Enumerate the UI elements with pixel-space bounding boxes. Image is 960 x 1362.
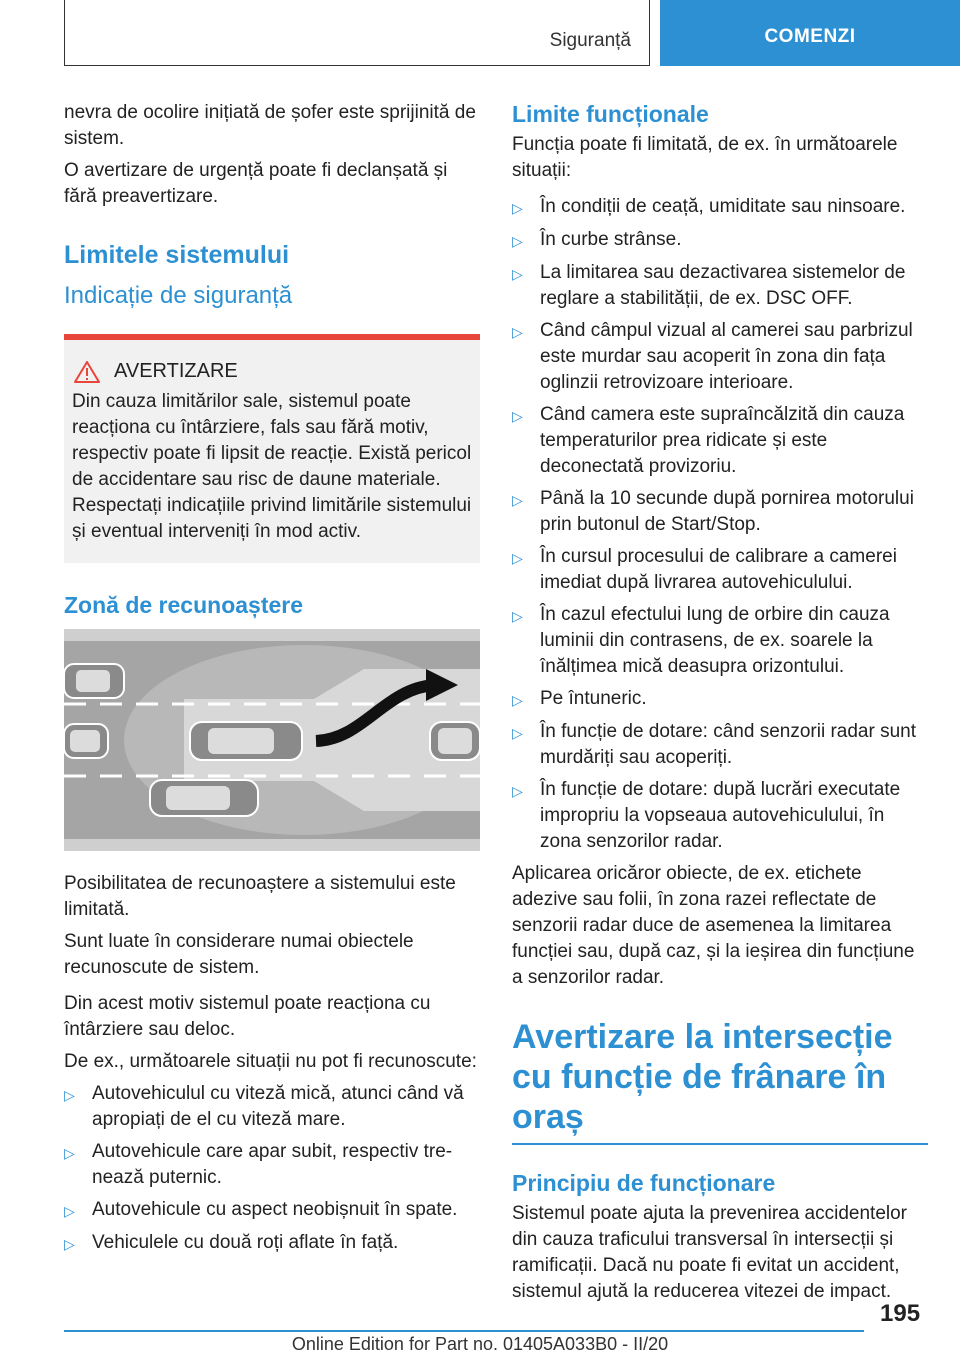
list-item: ▷ Autovehicule cu aspect neobișnuit în spate. bbox=[64, 1197, 480, 1224]
header-section-title: Siguranță bbox=[549, 30, 631, 51]
list-item: ▷ În funcție de dotare: după lucrări executate impropriu la vopseaua autovehiculului, în zona senzorilor radar. bbox=[512, 777, 928, 855]
page-header bbox=[0, 0, 960, 66]
paragraph: Posibilitatea de recunoaștere a sistemului este limitată. bbox=[64, 873, 456, 920]
list-item: ▷ Vehiculele cu două roți aflate în față. bbox=[64, 1230, 480, 1257]
paragraph: Funcția poate fi limitată, de ex. în următoarele situații: bbox=[512, 134, 898, 181]
paragraph: Sunt luate în considerare numai obiectele recunoscute de sistem. bbox=[64, 931, 414, 978]
triangle-bullet-icon: ▷ bbox=[512, 266, 523, 282]
paragraph: Sistemul poate ajuta la prevenirea accidentelor din cauza traficului transversal în intersecții și ramificații. Dacă nu poate fi evitat un accident, sistemul ajută la reducerea vitezei de impact. bbox=[512, 1203, 908, 1302]
triangle-bullet-icon: ▷ bbox=[512, 492, 523, 508]
triangle-bullet-icon: ▷ bbox=[512, 324, 523, 340]
chapter-heading: Avertizare la intersecție cu funcție de frânare în oraș bbox=[512, 1017, 928, 1145]
header-chapter-tab[interactable]: COMENZI bbox=[660, 0, 960, 66]
triangle-bullet-icon: ▷ bbox=[64, 1087, 75, 1103]
list-item: ▷ La limitarea sau dezactivarea sistemelor de reglare a stabilității, de ex. DSC OFF. bbox=[512, 260, 928, 312]
footer-edition-text: Online Edition for Part no. 01405A033B0 - II/20 bbox=[291, 1334, 669, 1354]
detection-zone-figure bbox=[64, 629, 480, 851]
triangle-bullet-icon: ▷ bbox=[512, 200, 523, 216]
warning-text: Din cauza limitărilor sale, sistemul poate reacționa cu întârziere, fals sau fără motiv, respectiv poate fi lipsit de reacție. Există pericol de accidentare sau risc de daune materiale. Respectați indicațiile privind limitările sistemului și eventual interveniți în mod activ. bbox=[72, 391, 472, 542]
list-item: ▷ În cazul efectului lung de orbire din cauza luminii din contrasens, de ex. soarele la înălțimea mică deasupra orizontului. bbox=[512, 602, 928, 680]
car-icon bbox=[64, 664, 124, 698]
car-icon bbox=[64, 724, 108, 758]
list-item: ▷ În curbe strânse. bbox=[512, 227, 928, 254]
list-item: ▷ În condiții de ceață, umiditate sau ninsoare. bbox=[512, 194, 928, 221]
functional-limits-list bbox=[512, 194, 928, 855]
subsection-heading: Limite funcționale bbox=[512, 101, 709, 127]
triangle-bullet-icon: ▷ bbox=[512, 783, 523, 799]
subsection-heading: Zonă de recunoaștere bbox=[64, 592, 304, 618]
paragraph: O avertizare de urgență poate fi declanșată și fără preavertizare. bbox=[64, 160, 448, 207]
section-heading: Limitele sistemului bbox=[64, 241, 290, 269]
warning-title: AVERTIZARE bbox=[114, 360, 238, 382]
paragraph: nevra de ocolire inițiată de șofer este sprijinită de sistem. bbox=[64, 102, 476, 149]
triangle-bullet-icon: ▷ bbox=[512, 408, 523, 424]
warning-header bbox=[72, 360, 472, 383]
list-item: ▷ În funcție de dotare: când senzorii radar sunt murdăriți sau acoperiți. bbox=[512, 719, 928, 771]
triangle-bullet-icon: ▷ bbox=[512, 608, 523, 624]
warning-triangle-icon bbox=[74, 361, 100, 383]
paragraph: Din acest motiv sistemul poate reacționa cu întârziere sau deloc. bbox=[64, 993, 431, 1040]
list-item: ▷ Autovehiculul cu viteză mică, atunci când vă apropiați de el cu viteză mare. bbox=[64, 1081, 480, 1133]
car-icon bbox=[150, 780, 258, 816]
footer-divider bbox=[64, 1330, 864, 1332]
list-item: ▷ Când câmpul vizual al camerei sau parbrizul este murdar sau acoperit în zona din fața oglinzii retrovizoare interioare. bbox=[512, 318, 928, 396]
triangle-bullet-icon: ▷ bbox=[512, 233, 523, 249]
list-item: ▷ În cursul procesului de calibrare a camerei imediat după livrarea autovehiculului. bbox=[512, 544, 928, 596]
header-section-box bbox=[64, 0, 650, 66]
paragraph: Aplicarea oricăror obiecte, de ex. etichete adezive sau folii, în zona razei reflectate de senzorii radar duce de asemenea la limitarea funcției sau, după caz, și la ieșirea din funcțiune a senzorilor radar. bbox=[512, 863, 915, 988]
warning-box bbox=[64, 334, 480, 563]
unrecognized-situations-list bbox=[64, 1081, 480, 1257]
list-item: ▷ Autovehicule care apar subit, respectiv trenează puternic. bbox=[64, 1139, 480, 1191]
detection-zone-illustration bbox=[64, 629, 480, 851]
car-icon bbox=[190, 722, 302, 760]
triangle-bullet-icon: ▷ bbox=[512, 550, 523, 566]
triangle-bullet-icon: ▷ bbox=[64, 1236, 75, 1252]
list-item: ▷ Până la 10 secunde după pornirea motorului prin butonul de Start/Stop. bbox=[512, 486, 928, 538]
car-icon bbox=[430, 722, 480, 760]
subsection-heading: Indicație de siguranță bbox=[64, 282, 293, 309]
list-item: ▷ Pe întuneric. bbox=[512, 686, 928, 713]
triangle-bullet-icon: ▷ bbox=[64, 1203, 75, 1219]
paragraph: De ex., următoarele situații nu pot fi recunoscute: bbox=[64, 1051, 477, 1072]
left-column bbox=[64, 100, 480, 1263]
triangle-bullet-icon: ▷ bbox=[512, 692, 523, 708]
subsection-heading: Principiu de funcționare bbox=[512, 1170, 776, 1196]
right-column bbox=[512, 100, 928, 1311]
triangle-bullet-icon: ▷ bbox=[512, 725, 523, 741]
page-number: 195 bbox=[880, 1300, 921, 1327]
triangle-bullet-icon: ▷ bbox=[64, 1145, 75, 1161]
list-item: ▷ Când camera este supraîncălzită din cauza temperaturilor prea ridicate și este deconectată provizoriu. bbox=[512, 402, 928, 480]
